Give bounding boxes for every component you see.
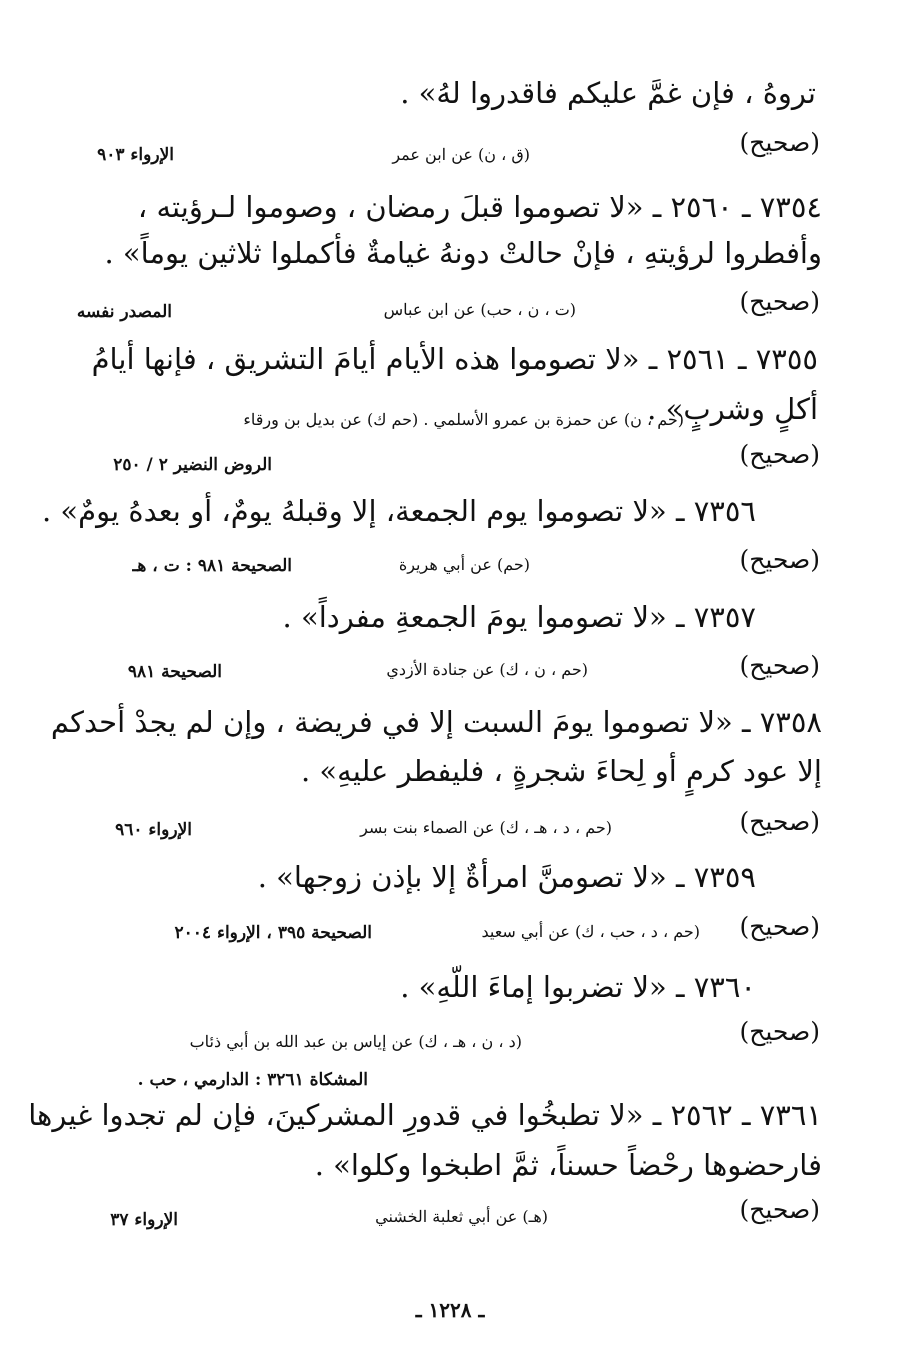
- reference-note: المشكاة ٣٢٦١ : الدارمي ، حب .: [137, 1070, 368, 1090]
- reference-note: الروض النضير ٢ / ٢٥٠: [113, 455, 272, 475]
- source-attribution: (حم ، د ، هـ ، ك) عن الصماء بنت بسر: [360, 818, 612, 837]
- hadith-text-line: ٧٣٥٨ ـ «لا تصوموا يومَ السبت إلا في فريضة ، وإن لم يجدْ أحدكم: [50, 705, 822, 739]
- hadith-text-line: أكلٍ وشربٍ» .: [647, 392, 818, 426]
- hadith-text-line: ٧٣٦٠ ـ «لا تضربوا إماءَ اللّهِ» .: [400, 970, 756, 1004]
- reference-note: الصحيحة ٩٨١ : ت ، هـ: [132, 556, 292, 576]
- hadith-text-line: ٧٣٥٥ ـ ٢٥٦١ ـ «لا تصوموا هذه الأيام أيامَ التشريق ، فإنها أيامُ: [91, 342, 818, 376]
- source-attribution: (حم ، ن ، ك) عن جنادة الأزدي: [386, 660, 588, 679]
- source-attribution: (حم ، ن) عن حمزة بن عمرو الأسلمي . (حم ك) عن بديل بن ورقاء: [243, 410, 684, 429]
- hadith-text-line: ٧٣٦١ ـ ٢٥٦٢ ـ «لا تطبخُوا في قدورِ المشركينَ، فإن لم تجدوا غيرها: [28, 1098, 822, 1132]
- grade-label: (صحيح): [739, 128, 820, 157]
- grade-label: (صحيح): [739, 807, 820, 836]
- reference-note: الصحيحة ٩٨١: [127, 662, 222, 682]
- hadith-text-line: ٧٣٥٤ ـ ٢٥٦٠ ـ «لا تصوموا قبلَ رمضان ، وصوموا لـرؤيته ،: [137, 190, 822, 224]
- reference-note: الإرواء ٩٦٠: [115, 820, 192, 840]
- reference-note: المصدر نفسه: [76, 302, 172, 322]
- grade-label: (صحيح): [739, 440, 820, 469]
- hadith-text-line: ٧٣٥٧ ـ «لا تصوموا يومَ الجمعةِ مفرداً» .: [282, 600, 756, 634]
- hadith-text-line: فارحضوها رحْضاً حسناً، ثمَّ اطبخوا وكلوا» .: [314, 1148, 822, 1182]
- hadith-text-line: وأفطروا لرؤيتهِ ، فإنْ حالتْ دونهُ غيامةٌ فأكملوا ثلاثين يوماً» .: [104, 236, 822, 270]
- source-attribution: (هـ) عن أبي ثعلبة الخشني: [375, 1207, 548, 1226]
- grade-label: (صحيح): [739, 287, 820, 316]
- source-attribution: (د ، ن ، هـ ، ك) عن إياس بن عبد الله بن أبي ذئاب: [189, 1032, 522, 1051]
- page-number: ـ ١٢٢٨ ـ: [415, 1298, 485, 1322]
- grade-label: (صحيح): [739, 1017, 820, 1046]
- grade-label: (صحيح): [739, 1195, 820, 1224]
- hadith-text-line: تروهُ ، فإن غمَّ عليكم فاقدروا لهُ» .: [400, 76, 816, 110]
- reference-note: الصحيحة ٣٩٥ ، الإرواء ٢٠٠٤: [174, 923, 372, 943]
- reference-note: الإرواء ٩٠٣: [97, 145, 174, 165]
- source-attribution: (حم) عن أبي هريرة: [398, 555, 530, 574]
- hadith-text-line: ٧٣٥٦ ـ «لا تصوموا يوم الجمعة، إلا وقبلهُ يومٌ، أو بعدهُ يومٌ» .: [41, 494, 756, 528]
- hadith-text-line: إلا عود كرمٍ أو لِحاءَ شجرةٍ ، فليفطر عليهِ» .: [300, 754, 822, 788]
- source-attribution: (حم ، د ، حب ، ك) عن أبي سعيد: [481, 922, 700, 941]
- source-attribution: (ق ، ن) عن ابن عمر: [392, 145, 530, 164]
- reference-note: الإرواء ٣٧: [110, 1210, 178, 1230]
- grade-label: (صحيح): [739, 651, 820, 680]
- hadith-text-line: ٧٣٥٩ ـ «لا تصومنَّ امرأةٌ إلا بإذن زوجها» .: [257, 860, 756, 894]
- grade-label: (صحيح): [739, 545, 820, 574]
- grade-label: (صحيح): [739, 912, 820, 941]
- source-attribution: (ت ، ن ، حب) عن ابن عباس: [383, 300, 576, 319]
